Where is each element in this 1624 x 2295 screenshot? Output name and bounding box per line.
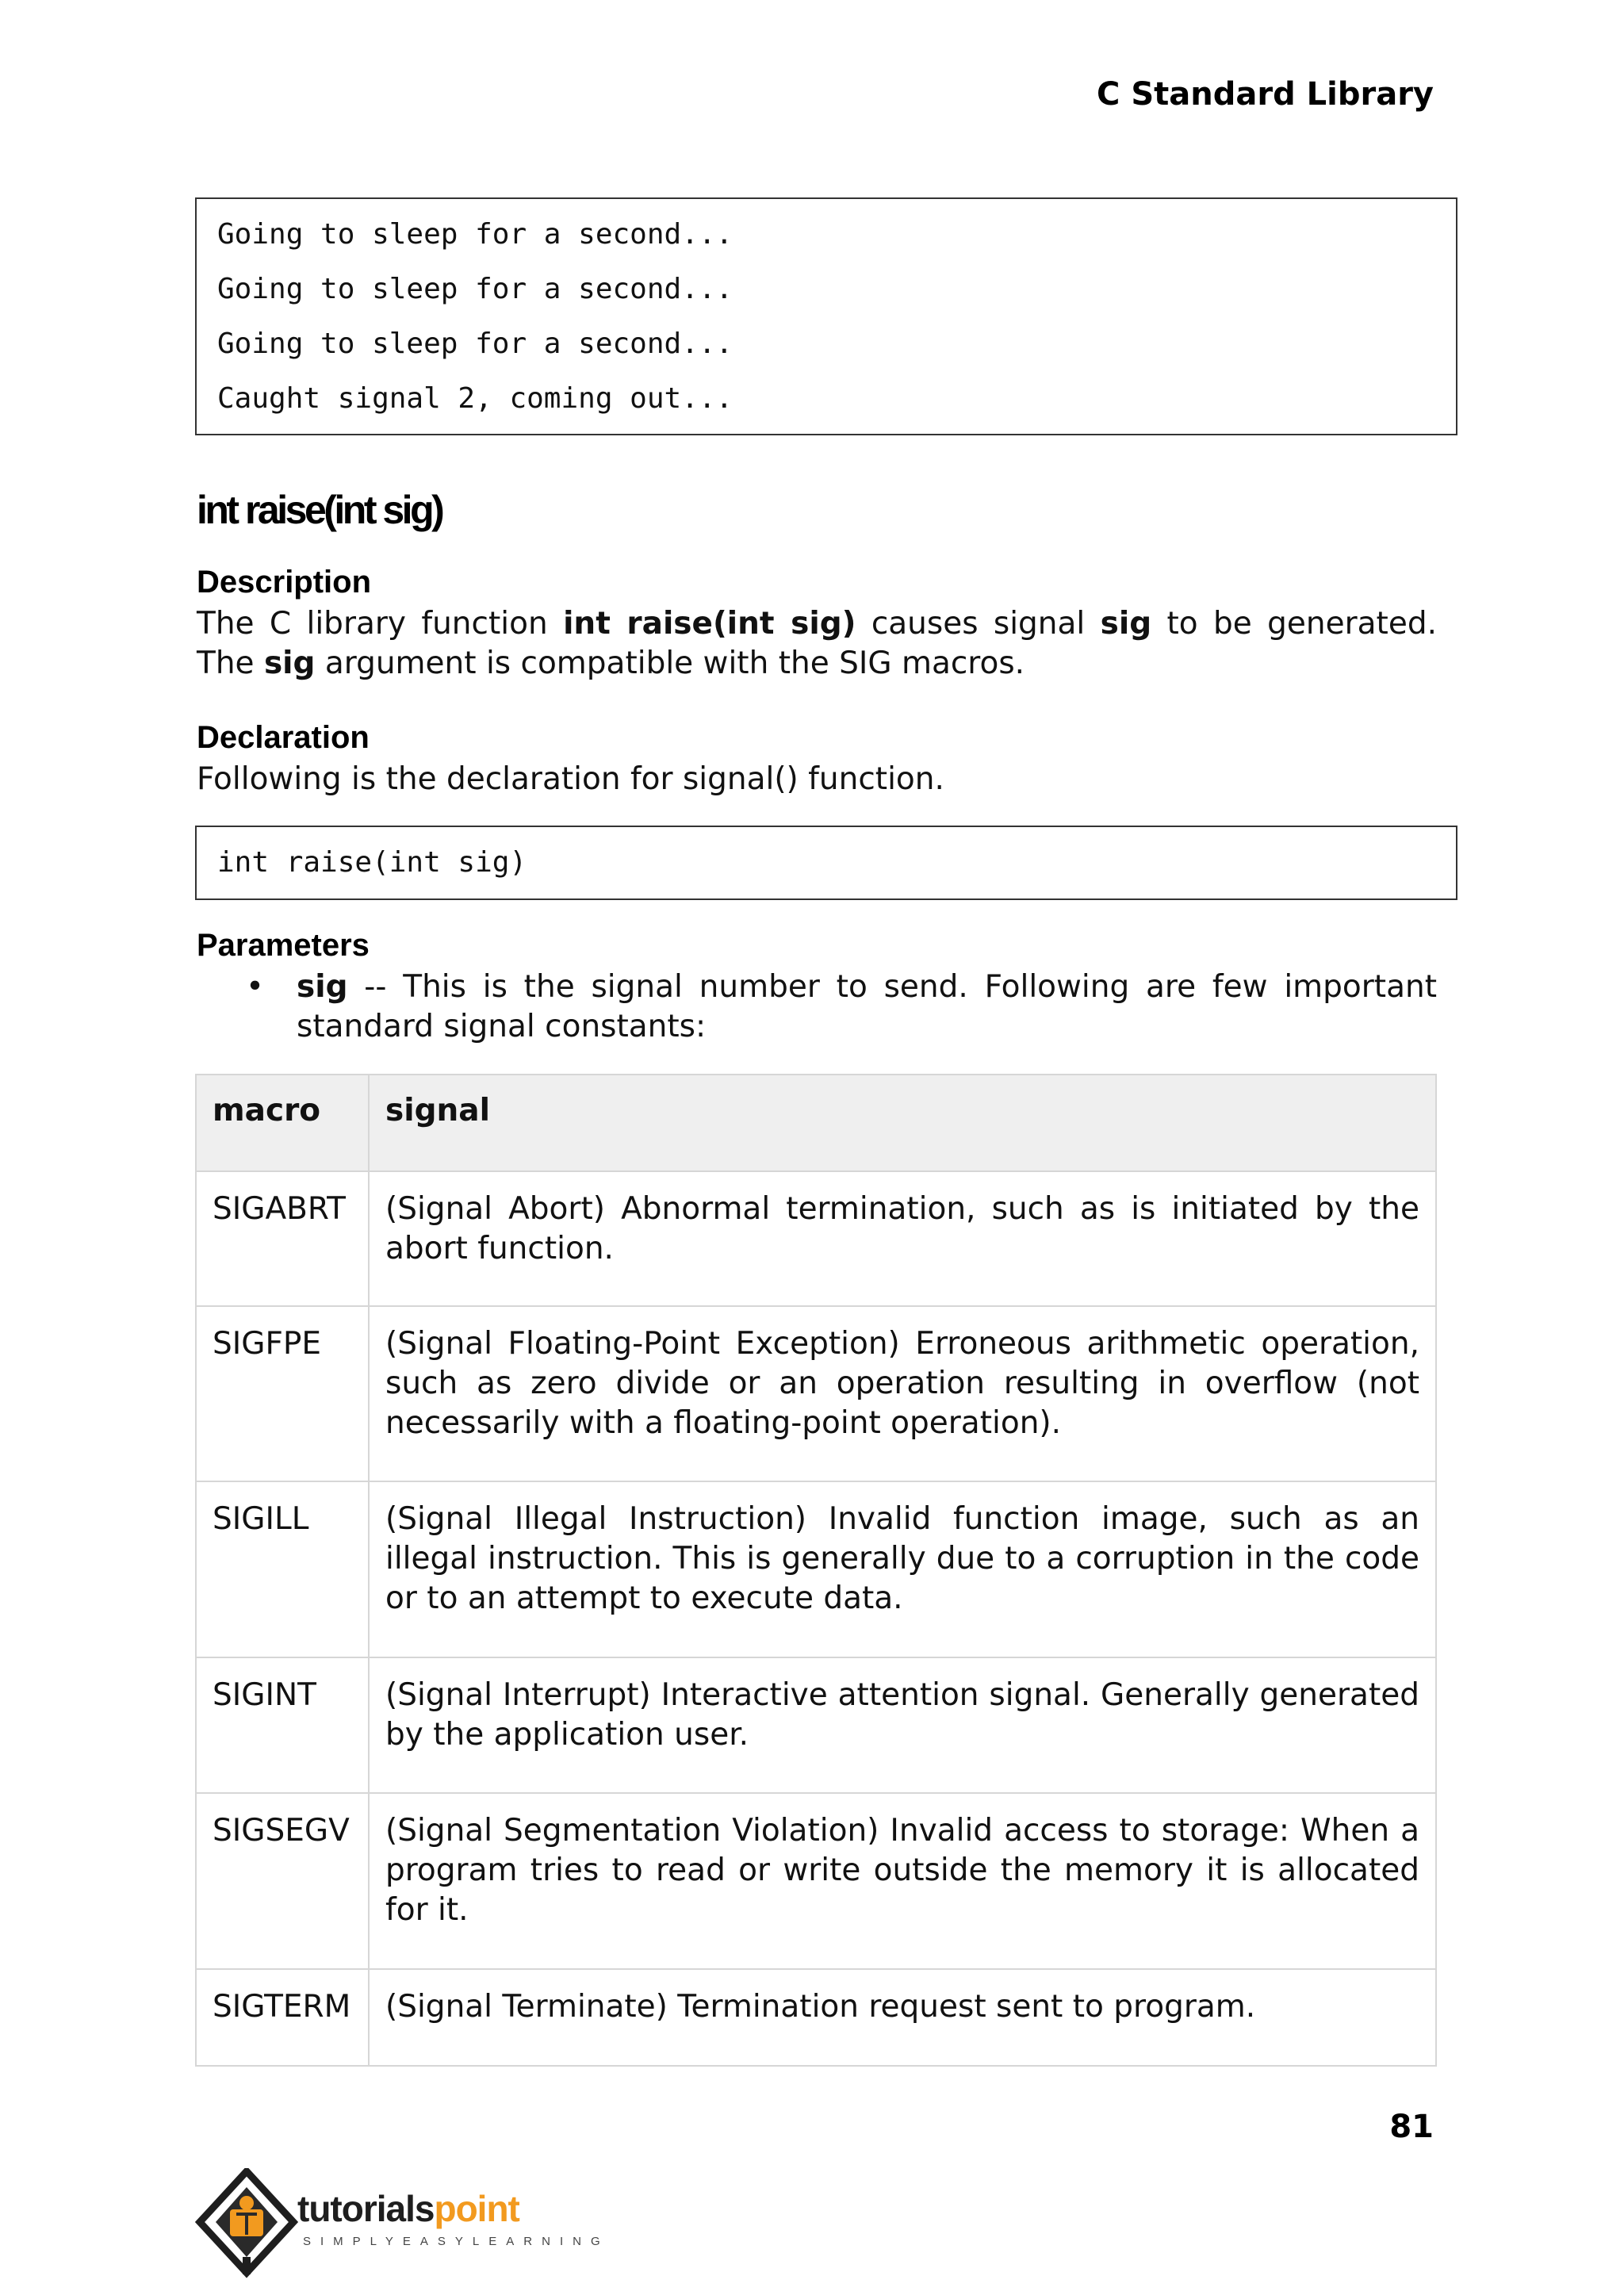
param-name-bold: sig <box>297 969 348 1005</box>
tutorialspoint-logo-icon <box>195 2168 298 2279</box>
output-line: Going to sleep for a second... <box>217 273 733 305</box>
macro-cell: SIGTERM <box>196 1969 369 2066</box>
function-signature-bold: int raise(int sig) <box>563 606 856 642</box>
header-macro: macro <box>196 1075 369 1171</box>
table-row <box>196 1306 1436 1481</box>
signal-cell: (Signal Abort) Abnormal termination, such as is initiated by the abort function. <box>369 1171 1436 1306</box>
macro-cell: SIGILL <box>196 1481 369 1657</box>
table-header-row <box>196 1075 1436 1171</box>
macro-cell: SIGINT <box>196 1657 369 1793</box>
page-number: 81 <box>1389 2109 1434 2145</box>
logo-tagline: SIMPLYEASYLEARNING <box>303 2235 610 2248</box>
output-line: Going to sleep for a second... <box>217 328 733 360</box>
declaration-text: Following is the declaration for signal() function. <box>197 761 944 797</box>
description-heading: Description <box>197 565 372 600</box>
table-row <box>196 1969 1436 2066</box>
declaration-code-box: int raise(int sig) <box>195 826 1457 900</box>
text-run: to be generated. The <box>197 606 1437 681</box>
signal-cell: (Signal Illegal Instruction) Invalid function image, such as an illegal instruction. This is generally due to a corruption in the code or to an attempt to execute data. <box>369 1481 1436 1657</box>
declaration-heading: Declaration <box>197 720 370 755</box>
param-name-bold: sig <box>263 646 316 681</box>
signal-cell: (Signal Terminate) Termination request sent to program. <box>369 1969 1436 2066</box>
header-signal: signal <box>369 1075 1436 1171</box>
param-name-bold: sig <box>1100 606 1152 642</box>
text-run: causes signal <box>856 606 1101 642</box>
macro-cell: SIGABRT <box>196 1171 369 1306</box>
parameters-heading: Parameters <box>197 928 370 963</box>
macro-cell: SIGFPE <box>196 1306 369 1481</box>
logo-word-accent: point <box>434 2188 519 2229</box>
text-run: argument is compatible with the SIG macros. <box>315 646 1025 681</box>
output-line: Caught signal 2, coming out... <box>217 382 733 415</box>
running-header: C Standard Library <box>1097 76 1434 113</box>
signal-cell: (Signal Floating-Point Exception) Erroneous arithmetic operation, such as zero divide or an operation resulting in overflow (not necessarily with a floating-point operation). <box>369 1306 1436 1481</box>
signal-constants-table <box>195 1074 1437 2067</box>
description-paragraph <box>197 604 1437 684</box>
signal-cell: (Signal Interrupt) Interactive attention signal. Generally generated by the application user. <box>369 1657 1436 1793</box>
bullet-icon: • <box>246 969 265 1005</box>
param-description: -- This is the signal number to send. Following are few important standard signal constants: <box>297 969 1437 1044</box>
logo-word-part: tutorials <box>297 2188 435 2229</box>
function-title: int raise(int sig) <box>197 488 442 532</box>
program-output-box <box>195 197 1457 435</box>
table-row <box>196 1657 1436 1793</box>
text-run: The C library function <box>197 606 564 642</box>
table-row <box>196 1793 1436 1969</box>
macro-cell: SIGSEGV <box>196 1793 369 1969</box>
logo-wordmark <box>297 2187 519 2230</box>
table-row <box>196 1481 1436 1657</box>
parameter-item <box>297 967 1437 1047</box>
table-row <box>196 1171 1436 1306</box>
signal-cell: (Signal Segmentation Violation) Invalid access to storage: When a program tries to read or write outside the memory it is allocated for it. <box>369 1793 1436 1969</box>
output-line: Going to sleep for a second... <box>217 218 733 251</box>
